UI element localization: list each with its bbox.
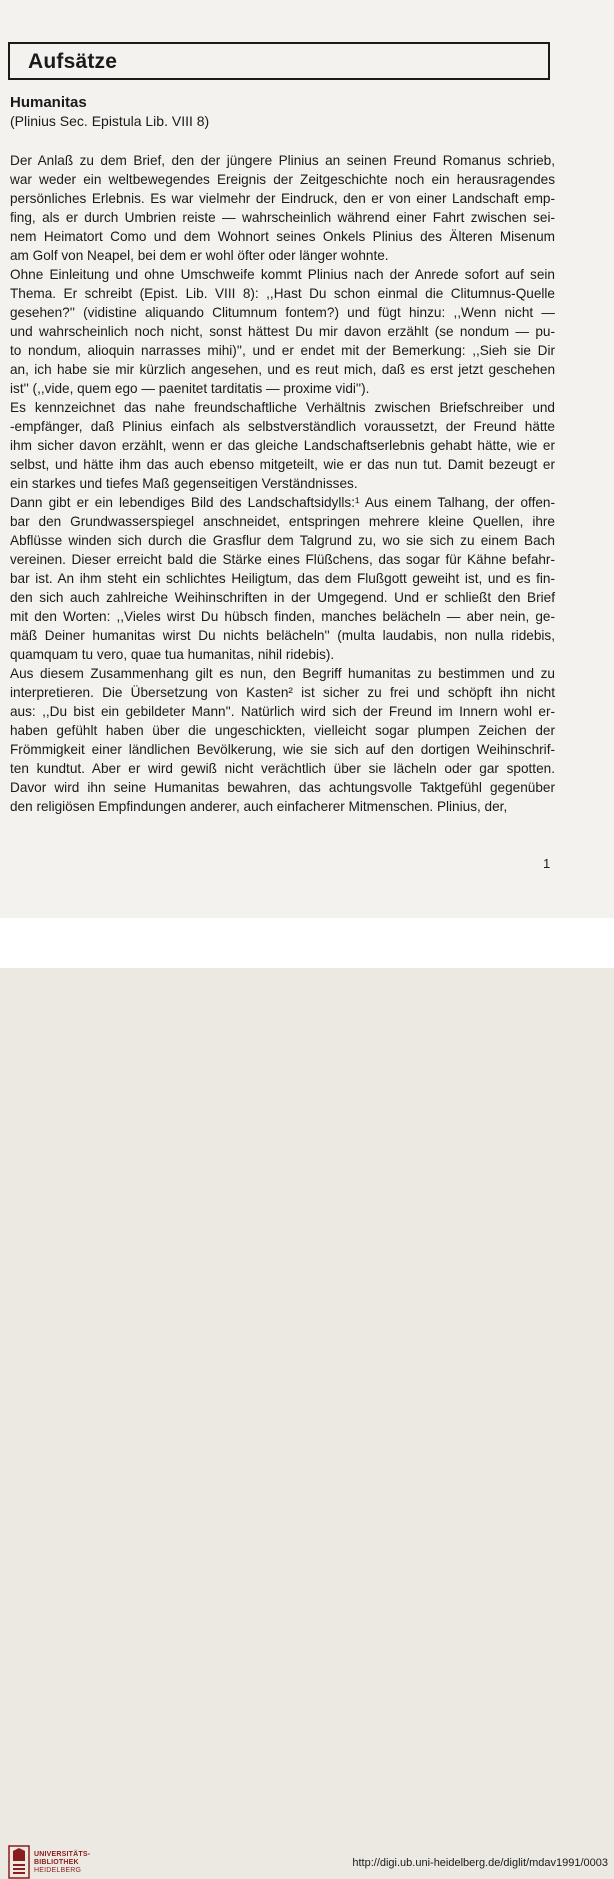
text-line: war weder ein weltbewegendes Ereignis der Zeitgeschichte noch ein herausragendes — [10, 172, 555, 187]
library-name-line: HEIDELBERG — [34, 1867, 82, 1874]
paragraph — [10, 398, 555, 493]
text-line: nem Heimatort Como und dem Wohnort seines Onkels Plinius des Älteren Misenum — [10, 229, 555, 244]
text-line: Es kennzeichnet das nahe freundschaftliche Verhältnis zwischen Briefschreiber und — [10, 400, 555, 415]
text-line: den sich auch zahlreiche Weihinschriften in der Umgegend. Und er schließt den Brief — [10, 590, 555, 605]
text-line: bar ist. An ihm steht ein schlichtes Heiligtum, das dem Flußgott geweiht ist, und es fin- — [10, 571, 555, 586]
text-line: ten kundtut. Aber er wird gewiß nicht verächtlich über sie lächeln oder gar spotten. — [10, 761, 555, 776]
text-line: Aus diesem Zusammenhang gilt es nun, den Begriff humanitas zu bestimmen und zu — [10, 666, 555, 681]
page-number: 1 — [543, 856, 551, 871]
library-logo-icon — [8, 1845, 30, 1879]
text-line: persönliches Erlebnis. Es war vielmehr der Eindruck, den er von einer Landschaft emp- — [10, 191, 555, 206]
text-line: bar den Grundwasserspiegel anschneidet, entspringen mehrere kleine Quellen, ihre — [10, 514, 555, 529]
text-line: selbst, und hätte ihm das auch ebenso mitgeteilt, wie er das nun tut. Damit bezeugt er — [10, 457, 555, 472]
text-line: gesehen?'' (vidistine aliquando Clitumnum fontem?) und fügt hinzu: ,,Wenn nicht — — [10, 305, 555, 320]
text-line: Dann gibt er ein lebendiges Bild des Landschaftsidylls:¹ Aus einem Talhang, der offen- — [10, 495, 555, 510]
text-line: quamquam tu vero, quae tua humanitas, nihil ridebis). — [10, 647, 335, 662]
text-line: und wahrscheinlich noch nicht, sonst hättest Du mir davon erzählt (se nondum — pu- — [10, 324, 555, 339]
article-title: Humanitas — [10, 94, 87, 111]
section-title: Aufsätze — [28, 50, 118, 73]
text-line: den religiösen Empfindungen anderer, auch einfacherer Mitmenschen. Plinius, der, — [10, 799, 508, 814]
library-name — [34, 1851, 90, 1875]
text-line: Abflüsse winden sich durch die Grasflur dem Talgrund zu, wo sie sich zu einem Bach — [10, 533, 555, 548]
text-line: vereinen. Dieser erreicht bald die Stärke eines Flüßchens, das sogar für Kähne befahr- — [10, 552, 555, 567]
text-line: Frömmigkeit einer ländlichen Bevölkerung, wie sie sich auf den dortigen Weihinschrif- — [10, 742, 555, 757]
article-subtitle: (Plinius Sec. Epistula Lib. VIII 8) — [10, 113, 210, 129]
article-body — [10, 151, 555, 816]
paragraph — [10, 265, 555, 398]
text-line: ihm sicher davon erzählt, wenn er das gleiche Landschaftserlebnis gehabt hätte, wie er — [10, 438, 555, 453]
text-line: to nondum, alioquin narrasses mihi)'', und er endet mit der Bemerkung: ,,Sieh sie Dir — [10, 343, 555, 358]
text-line: interpretieren. Die Übersetzung von Kasten² ist sicher zu frei und schöpft ihn nicht — [10, 685, 555, 700]
text-line: -empfänger, daß Plinius einfach als selbstverständlich voraussetzt, der Freund hätte — [10, 419, 555, 434]
text-line: Davor wird ihn seine Humanitas bewahren, das achtungsvolle Taktgefühl gegenüber — [10, 780, 555, 795]
viewer-footer — [0, 918, 614, 1874]
paragraph — [10, 151, 555, 265]
text-line: ein starkes und tiefes Maß gegenseitigen Verständnisses. — [10, 476, 358, 491]
section-header-box — [8, 42, 550, 80]
text-line: Der Anlaß zu dem Brief, den der jüngere Plinius an seinen Freund Romanus schrieb, — [10, 153, 555, 168]
text-line: fing, als er durch Umbrien reiste — wahrscheinlich während einer Fahrt zwischen sei- — [10, 210, 555, 225]
text-line: Thema. Er schreibt (Epist. Lib. VIII 8): ,,Hast Du schon einmal die Clitumnus-Quelle — [10, 286, 555, 301]
source-url-link[interactable]: http://digi.ub.uni-heidelberg.de/diglit/mdav1991/0003 — [352, 1857, 608, 1869]
library-name-line: BIBLIOTHEK — [34, 1859, 79, 1866]
text-line: mäß Deiner humanitas wirst Du nichts belächeln'' (multa laudabis, non nulla ridebis, — [10, 628, 555, 643]
library-name-line: UNIVERSITÄTS- — [34, 1851, 91, 1858]
text-line: am Golf von Neapel, bei dem er wohl öfter oder länger wohnte. — [10, 248, 389, 263]
paragraph — [10, 664, 555, 816]
text-line: aus: ,,Du bist ein gebildeter Mann''. Natürlich wird sich der Freund im Innern wohl er- — [10, 704, 555, 719]
text-line: mit den Worten: ,,Vieles wirst Du hübsch finden, manches belächeln — aber nein, ge- — [10, 609, 555, 624]
text-line: haben gefühlt haben über die ungeschickten, vielleicht sogar plumpen Zeichen der — [10, 723, 555, 738]
text-line: ist'' (,,vide, quem ego — paenitet tarditatis — proxime vidi''). — [10, 381, 370, 396]
text-line: an, ich habe sie mir kürzlich angesehen, und es reut mich, daß es erst jetzt geschehen — [10, 362, 555, 377]
paragraph — [10, 493, 555, 664]
text-line: Ohne Einleitung und ohne Umschweife kommt Plinius nach der Anrede sofort auf sein — [10, 267, 555, 282]
